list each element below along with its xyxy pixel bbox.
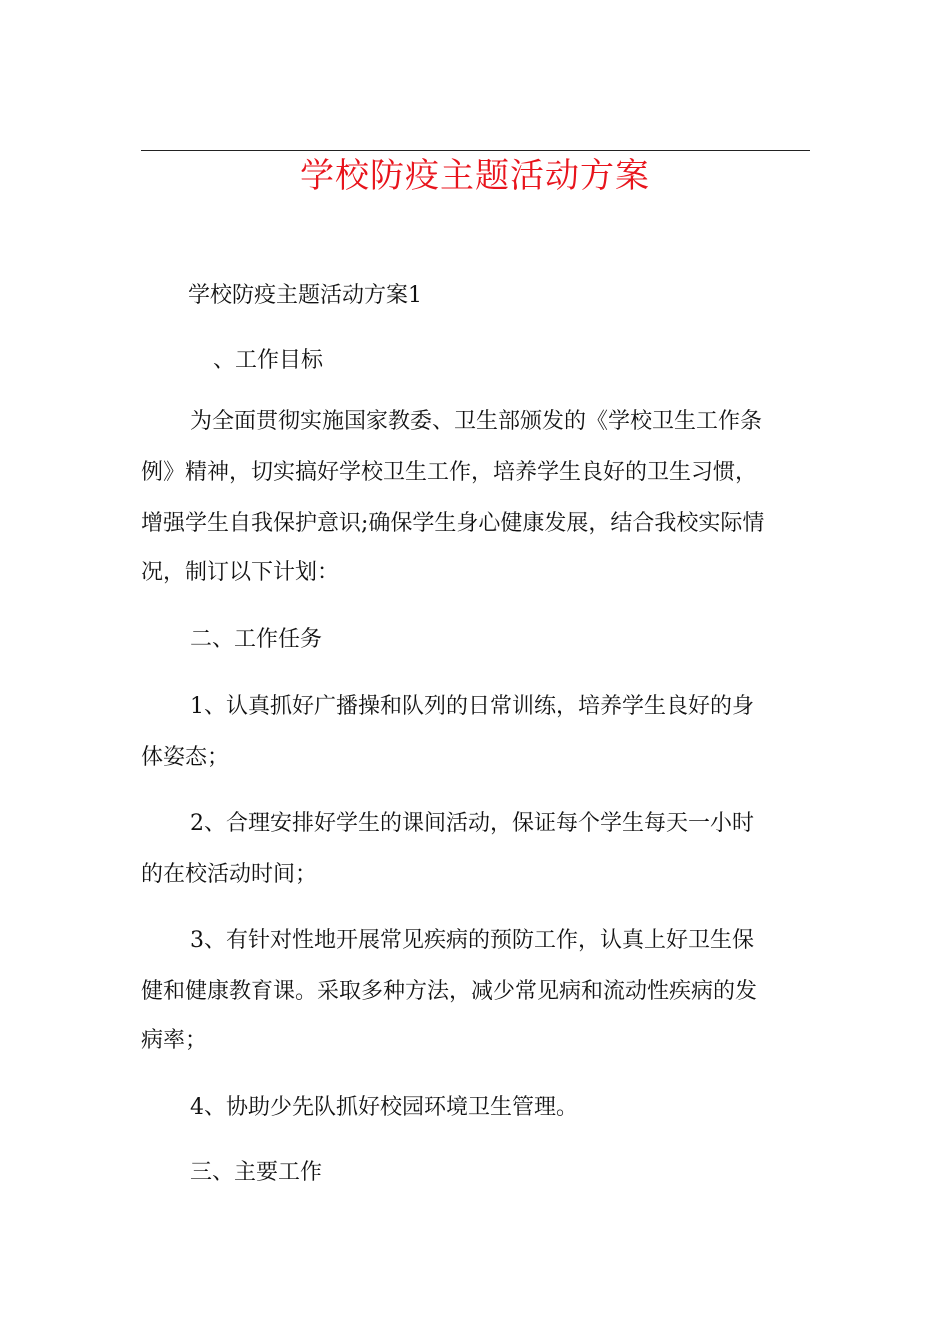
title-rule (141, 150, 810, 151)
task-item-2: 2、合理安排好学生的课间活动，保证每个学生每天一小时 (190, 811, 754, 836)
document-title: 学校防疫主题活动方案 (300, 156, 650, 196)
task-item-3: 3、有针对性地开展常见疾病的预防工作，认真上好卫生保 (190, 928, 754, 953)
paragraph-line: 为全面贯彻实施国家教委、卫生部颁发的《学校卫生工作条 (190, 409, 763, 434)
task-item-1: 1、认真抓好广播操和队列的日常训练，培养学生良好的身 (190, 694, 754, 719)
paragraph-line: 况，制订以下计划： (141, 560, 340, 585)
section-heading-goals: 、工作目标 (213, 348, 324, 373)
task-item-1-cont: 体姿态； (141, 745, 230, 770)
section-heading-tasks: 二、工作任务 (190, 627, 323, 652)
paragraph-line: 例》精神，切实搞好学校卫生工作，培养学生良好的卫生习惯， (141, 460, 758, 485)
task-item-2-cont: 的在校活动时间； (141, 862, 318, 887)
section-heading-main-work: 三、主要工作 (190, 1160, 323, 1185)
document-subtitle: 学校防疫主题活动方案1 (188, 283, 422, 308)
paragraph-line: 增强学生自我保护意识;确保学生身心健康发展，结合我校实际情 (141, 511, 765, 536)
task-item-3-cont: 健和健康教育课。采取多种方法，减少常见病和流动性疾病的发 (141, 979, 758, 1004)
task-item-4: 4、协助少先队抓好校园环境卫生管理。 (190, 1095, 578, 1120)
task-item-3-cont: 病率； (141, 1028, 208, 1053)
